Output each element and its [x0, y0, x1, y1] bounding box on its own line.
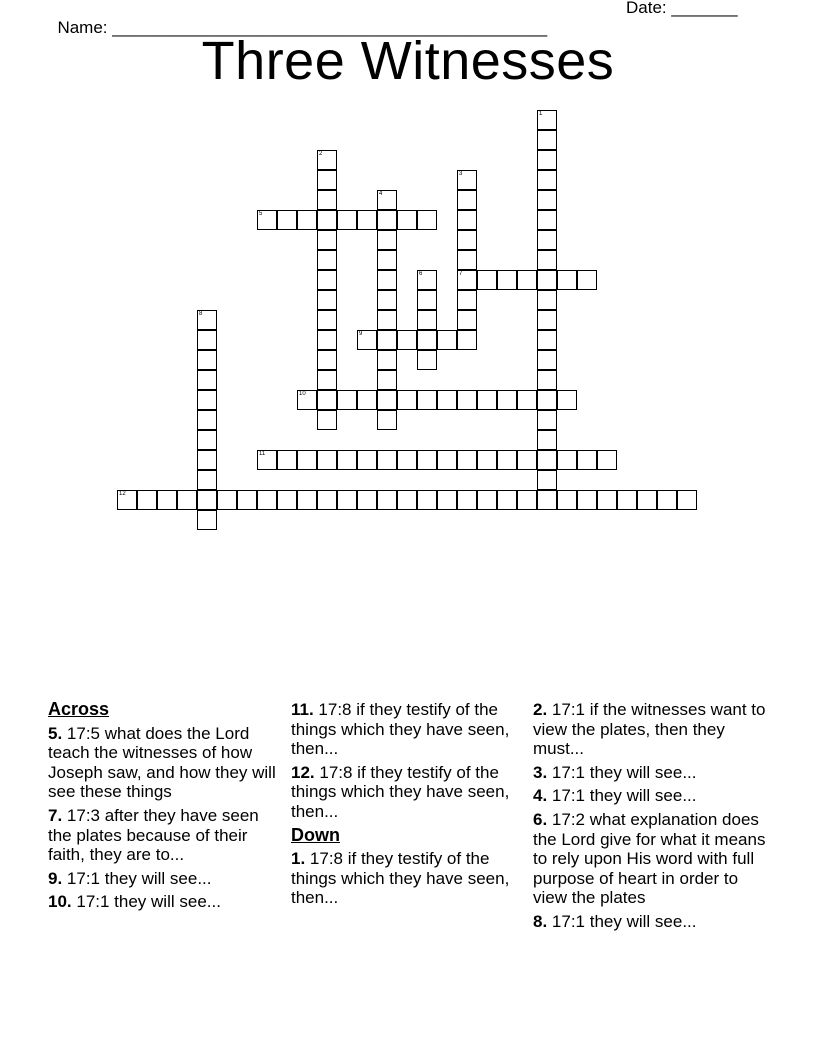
grid-cell[interactable]: [357, 330, 377, 350]
date-field-label: Date: _______: [626, 0, 738, 17]
grid-cell[interactable]: [557, 490, 577, 510]
grid-cell[interactable]: [577, 450, 597, 470]
grid-cell[interactable]: [537, 370, 557, 390]
grid-cell[interactable]: [417, 490, 437, 510]
grid-cell[interactable]: [457, 390, 477, 410]
cell-number: 6: [419, 271, 423, 277]
grid-cell[interactable]: [657, 490, 677, 510]
grid-cell[interactable]: [317, 190, 337, 210]
clues-column-3: [533, 700, 769, 936]
grid-cell[interactable]: [317, 250, 337, 270]
grid-cell[interactable]: [557, 270, 577, 290]
grid-cell[interactable]: [377, 330, 397, 350]
grid-cell[interactable]: [417, 310, 437, 330]
clue-across-5: [48, 724, 280, 802]
grid-cell[interactable]: [277, 210, 297, 230]
grid-cell[interactable]: [537, 170, 557, 190]
grid-cell[interactable]: [537, 150, 557, 170]
grid-cell[interactable]: [537, 330, 557, 350]
grid-cell[interactable]: [197, 410, 217, 430]
grid-cell[interactable]: [317, 370, 337, 390]
cell-number: 1: [539, 111, 543, 117]
grid-cell[interactable]: [357, 390, 377, 410]
grid-cell[interactable]: [457, 310, 477, 330]
grid-cell[interactable]: [237, 490, 257, 510]
clue-number: 1.: [291, 849, 306, 869]
cell-number: 11: [259, 451, 266, 457]
grid-cell[interactable]: [197, 510, 217, 530]
grid-cell[interactable]: [317, 290, 337, 310]
grid-cell[interactable]: [537, 470, 557, 490]
grid-cell[interactable]: [317, 350, 337, 370]
grid-cell[interactable]: [517, 270, 537, 290]
grid-cell[interactable]: [457, 270, 477, 290]
grid-cell[interactable]: [537, 430, 557, 450]
grid-cell[interactable]: [377, 270, 397, 290]
grid-cell[interactable]: [477, 390, 497, 410]
grid-cell[interactable]: [257, 490, 277, 510]
grid-cell[interactable]: [597, 490, 617, 510]
grid-cell[interactable]: [377, 250, 397, 270]
clue-text: 17:1 if the witnesses want to view the plates, then they must...: [533, 700, 766, 759]
grid-cell[interactable]: [197, 470, 217, 490]
grid-cell[interactable]: [537, 450, 557, 470]
clue-number: 5.: [48, 723, 63, 743]
grid-cell[interactable]: [297, 210, 317, 230]
grid-cell[interactable]: [397, 450, 417, 470]
grid-cell[interactable]: [477, 270, 497, 290]
grid-cell[interactable]: [297, 490, 317, 510]
grid-cell[interactable]: [317, 270, 337, 290]
clue-text: 17:1 they will see...: [547, 911, 697, 931]
grid-cell[interactable]: [317, 490, 337, 510]
grid-cell[interactable]: [477, 490, 497, 510]
clue-down-4: [533, 786, 769, 806]
clue-text: 17:3 after they have seen the plates because of their faith, they are to...: [48, 805, 259, 865]
grid-cell[interactable]: [357, 210, 377, 230]
grid-cell[interactable]: [317, 310, 337, 330]
grid-cell[interactable]: [497, 490, 517, 510]
clues-column-1: [48, 700, 280, 916]
grid-cell[interactable]: [457, 250, 477, 270]
grid-cell[interactable]: [437, 330, 457, 350]
grid-cell[interactable]: [377, 370, 397, 390]
grid-cell[interactable]: [397, 390, 417, 410]
grid-cell[interactable]: [577, 490, 597, 510]
grid-cell[interactable]: [317, 150, 337, 170]
grid-cell[interactable]: [537, 390, 557, 410]
grid-cell[interactable]: [317, 330, 337, 350]
grid-cell[interactable]: [317, 410, 337, 430]
grid-cell[interactable]: [537, 350, 557, 370]
grid-cell[interactable]: [197, 330, 217, 350]
grid-cell[interactable]: [417, 330, 437, 350]
cell-number: 10: [299, 391, 306, 397]
clues-column-2: [291, 700, 515, 912]
grid-cell[interactable]: [537, 110, 557, 130]
across-heading: Across: [48, 699, 110, 719]
clue-text: 17:8 if they testify of the things which they have seen, then...: [291, 849, 510, 908]
clue-number: 7.: [48, 805, 63, 825]
grid-cell[interactable]: [457, 230, 477, 250]
grid-cell[interactable]: [517, 390, 537, 410]
grid-cell[interactable]: [437, 390, 457, 410]
grid-cell[interactable]: [197, 450, 217, 470]
grid-cell[interactable]: [417, 450, 437, 470]
grid-cell[interactable]: [517, 450, 537, 470]
clue-number: 6.: [533, 809, 548, 829]
grid-cell[interactable]: [597, 450, 617, 470]
grid-cell[interactable]: [517, 490, 537, 510]
grid-cell[interactable]: [417, 290, 437, 310]
grid-cell[interactable]: [437, 490, 457, 510]
grid-cell[interactable]: [417, 350, 437, 370]
grid-cell[interactable]: [297, 450, 317, 470]
cell-number: 12: [119, 491, 126, 497]
grid-cell[interactable]: [537, 410, 557, 430]
grid-cell[interactable]: [377, 210, 397, 230]
grid-cell[interactable]: [377, 310, 397, 330]
grid-cell[interactable]: [377, 190, 397, 210]
grid-cell[interactable]: [257, 210, 277, 230]
clue-number: 4.: [533, 786, 548, 806]
grid-cell[interactable]: [277, 490, 297, 510]
name-field-label: Name: ______________________________________________: [57, 18, 548, 37]
grid-cell[interactable]: [457, 210, 477, 230]
grid-cell[interactable]: [217, 490, 237, 510]
clue-across-12: [291, 763, 515, 822]
grid-cell[interactable]: [337, 450, 357, 470]
grid-cell[interactable]: [197, 370, 217, 390]
grid-cell[interactable]: [137, 490, 157, 510]
grid-cell[interactable]: [437, 450, 457, 470]
grid-cell[interactable]: [637, 490, 657, 510]
clue-text: 17:5 what does the Lord teach the witnesses of how Joseph saw, and how they will see these things: [48, 723, 276, 802]
puzzle-title: Three Witnesses: [201, 31, 615, 91]
grid-cell[interactable]: [177, 490, 197, 510]
grid-cell[interactable]: [457, 330, 477, 350]
grid-cell[interactable]: [377, 490, 397, 510]
grid-cell[interactable]: [277, 450, 297, 470]
cell-number: 3: [459, 171, 463, 177]
clue-across-9: [48, 869, 280, 889]
grid-cell[interactable]: [457, 450, 477, 470]
cell-number: 4: [379, 191, 383, 197]
grid-cell[interactable]: [457, 190, 477, 210]
clue-down-6: [533, 810, 769, 908]
clue-text: 17:8 if they testify of the things which they have seen, then...: [291, 700, 510, 759]
grid-cell[interactable]: [197, 310, 217, 330]
clue-number: 12.: [291, 762, 315, 782]
grid-cell[interactable]: [457, 290, 477, 310]
grid-cell[interactable]: [537, 250, 557, 270]
grid-cell[interactable]: [417, 270, 437, 290]
grid-cell[interactable]: [197, 490, 217, 510]
grid-cell[interactable]: [537, 230, 557, 250]
clue-text: 17:1 they will see...: [547, 786, 697, 806]
grid-cell[interactable]: [557, 450, 577, 470]
grid-cell[interactable]: [577, 270, 597, 290]
grid-cell[interactable]: [497, 270, 517, 290]
grid-cell[interactable]: [537, 490, 557, 510]
clue-number: 11.: [291, 700, 314, 719]
grid-cell[interactable]: [197, 390, 217, 410]
grid-cell[interactable]: [377, 390, 397, 410]
grid-cell[interactable]: [297, 390, 317, 410]
grid-cell[interactable]: [317, 230, 337, 250]
clue-down-2: [533, 700, 769, 759]
grid-cell[interactable]: [457, 490, 477, 510]
grid-cell[interactable]: [357, 490, 377, 510]
clue-number: 8.: [533, 911, 548, 931]
grid-cell[interactable]: [497, 450, 517, 470]
clue-across-11: [291, 700, 515, 759]
cell-number: 5: [259, 211, 263, 217]
clue-across-7: [48, 806, 280, 865]
grid-cell[interactable]: [397, 330, 417, 350]
clue-number: 9.: [48, 868, 63, 888]
grid-cell[interactable]: [257, 450, 277, 470]
grid-cell[interactable]: [337, 490, 357, 510]
grid-cell[interactable]: [537, 190, 557, 210]
grid-cell[interactable]: [337, 210, 357, 230]
grid-cell[interactable]: [317, 450, 337, 470]
grid-cell[interactable]: [417, 210, 437, 230]
grid-cell[interactable]: [157, 490, 177, 510]
cell-number: 9: [359, 331, 363, 337]
grid-cell[interactable]: [417, 390, 437, 410]
grid-cell[interactable]: [537, 270, 557, 290]
grid-cell[interactable]: [397, 490, 417, 510]
grid-cell[interactable]: [537, 210, 557, 230]
grid-cell[interactable]: [317, 210, 337, 230]
grid-cell[interactable]: [537, 130, 557, 150]
grid-cell[interactable]: [537, 290, 557, 310]
grid-cell[interactable]: [117, 490, 137, 510]
grid-cell[interactable]: [377, 450, 397, 470]
grid-cell[interactable]: [617, 490, 637, 510]
grid-cell[interactable]: [377, 350, 397, 370]
clue-number: 3.: [533, 762, 548, 782]
cell-number: 8: [199, 311, 203, 317]
clue-text: 17:2 what explanation does the Lord give for what it means to rely upon His word with full purpose of heart in order to view the plates: [533, 809, 766, 908]
grid-cell[interactable]: [197, 350, 217, 370]
grid-cell[interactable]: [337, 390, 357, 410]
grid-cell[interactable]: [317, 390, 337, 410]
grid-cell[interactable]: [357, 450, 377, 470]
grid-cell[interactable]: [537, 310, 557, 330]
clue-number: 10.: [48, 892, 72, 912]
cell-number: 2: [319, 151, 323, 157]
clue-down-3: [533, 763, 769, 783]
grid-cell[interactable]: [317, 170, 337, 190]
clue-down-1: [291, 849, 515, 908]
clue-text: 17:8 if they testify of the things which they have seen, then...: [291, 762, 510, 821]
grid-cell[interactable]: [557, 390, 577, 410]
cell-number: 7: [459, 271, 463, 277]
clue-across-10: [48, 892, 280, 912]
grid-cell[interactable]: [477, 450, 497, 470]
grid-cell[interactable]: [377, 410, 397, 430]
clue-text: 17:1 they will see...: [62, 868, 212, 888]
grid-cell[interactable]: [377, 230, 397, 250]
clue-number: 2.: [533, 700, 548, 719]
grid-cell[interactable]: [677, 490, 697, 510]
grid-cell[interactable]: [397, 210, 417, 230]
grid-cell[interactable]: [497, 390, 517, 410]
grid-cell[interactable]: [457, 170, 477, 190]
clue-text: 17:1 they will see...: [71, 892, 221, 912]
clue-text: 17:1 they will see...: [547, 762, 697, 782]
grid-cell[interactable]: [377, 290, 397, 310]
clue-down-8: [533, 912, 769, 932]
grid-cell[interactable]: [197, 430, 217, 450]
down-heading: Down: [291, 824, 340, 845]
